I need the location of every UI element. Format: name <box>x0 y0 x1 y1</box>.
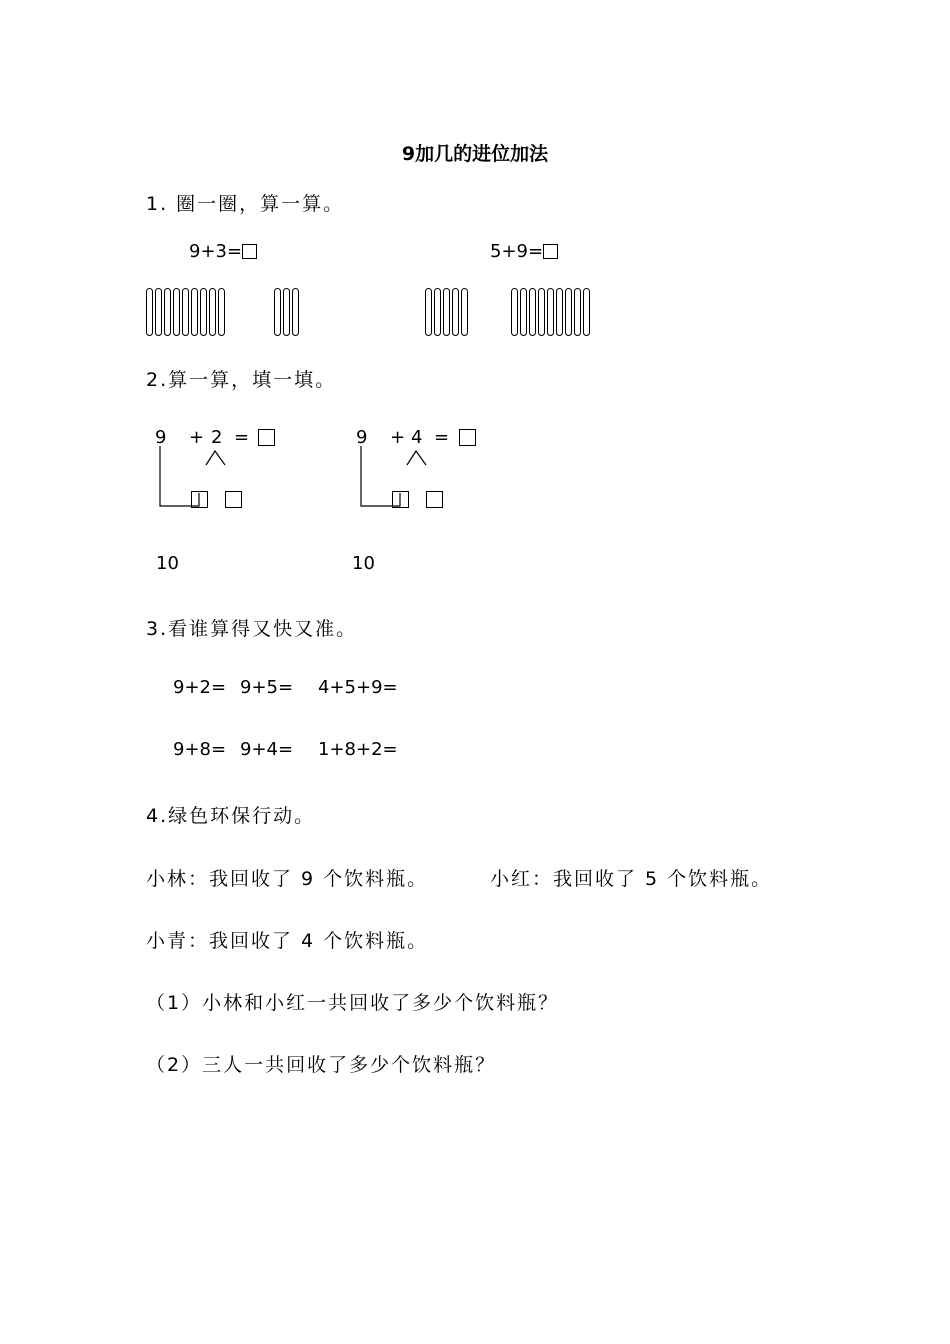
counting-stick <box>529 288 536 336</box>
q1-left-expression <box>189 241 257 262</box>
counting-stick <box>200 288 207 336</box>
q3-expr: 4+5+9= <box>318 677 398 698</box>
counting-stick <box>164 288 171 336</box>
q4-xiaoqing: 小青：我回收了 4 个饮料瓶。 <box>146 930 429 952</box>
counting-stick <box>547 288 554 336</box>
q2-heading: 2.算一算，填一填。 <box>146 369 337 391</box>
counting-stick <box>452 288 459 336</box>
q4-xiaohong: 小红：我回收了 5 个饮料瓶。 <box>490 868 773 890</box>
q2-p2-split-box-1[interactable] <box>392 491 409 508</box>
q4-sub-question-1: （1）小林和小红一共回收了多少个饮料瓶？ <box>146 992 560 1014</box>
answer-box[interactable] <box>543 244 558 259</box>
q1-left-expr-text: 9+3= <box>189 241 243 262</box>
counting-stick <box>191 288 198 336</box>
counting-stick <box>520 288 527 336</box>
q2-p1-addend-b: 2 <box>211 427 223 448</box>
q2-p2-split-box-2[interactable] <box>426 491 443 508</box>
counting-stick <box>583 288 590 336</box>
q2-p2-ten: 10 <box>352 553 375 574</box>
q2-p1-ten: 10 <box>156 553 179 574</box>
q2-p1-answer-box[interactable] <box>258 429 275 446</box>
counting-stick <box>155 288 162 336</box>
q2-p2-equals: = <box>434 427 450 448</box>
counting-stick <box>283 288 290 336</box>
q4-sub-question-2: （2）三人一共回收了多少个饮料瓶？ <box>146 1054 497 1076</box>
q2-p2-split-branch <box>407 451 426 465</box>
q2-p2-addend-b: 4 <box>411 427 423 448</box>
counting-stick <box>443 288 450 336</box>
q2-p1-split-branch <box>206 451 225 465</box>
stick-group-5 <box>425 288 468 338</box>
counting-stick <box>146 288 153 336</box>
counting-stick <box>209 288 216 336</box>
q3-expr: 1+8+2= <box>318 739 398 760</box>
q1-right-expr-text: 5+9= <box>490 241 544 262</box>
counting-stick <box>538 288 545 336</box>
stick-group-9b <box>511 288 590 338</box>
counting-stick <box>574 288 581 336</box>
q2-p1-split-box-2[interactable] <box>225 491 242 508</box>
q3-expr: 9+2= <box>173 677 227 698</box>
q3-heading: 3.看谁算得又快又准。 <box>146 618 358 640</box>
counting-stick <box>565 288 572 336</box>
counting-stick <box>461 288 468 336</box>
stick-group-9 <box>146 288 225 338</box>
q2-p1-equals: = <box>234 427 250 448</box>
page-title: 9加几的进位加法 <box>401 143 549 165</box>
counting-stick <box>173 288 180 336</box>
q3-expr: 9+4= <box>240 739 294 760</box>
counting-stick <box>556 288 563 336</box>
counting-stick <box>292 288 299 336</box>
q2-p2-addend-a: 9 <box>356 427 368 448</box>
q2-p1-plus: + <box>189 427 205 448</box>
q2-p2-answer-box[interactable] <box>459 429 476 446</box>
counting-stick <box>511 288 518 336</box>
counting-stick <box>425 288 432 336</box>
q4-xiaolin: 小林：我回收了 9 个饮料瓶。 <box>146 868 429 890</box>
q3-expr: 9+8= <box>173 739 227 760</box>
counting-stick <box>274 288 281 336</box>
counting-stick <box>182 288 189 336</box>
counting-stick <box>434 288 441 336</box>
stick-group-3 <box>274 288 299 338</box>
q2-p2-plus: + <box>390 427 406 448</box>
q3-expr: 9+5= <box>240 677 294 698</box>
q1-heading: 1. 圈一圈，算一算。 <box>146 193 345 215</box>
q2-p1-split-box-1[interactable] <box>191 491 208 508</box>
q4-heading: 4.绿色环保行动。 <box>146 805 316 827</box>
answer-box[interactable] <box>242 244 257 259</box>
q2-p1-addend-a: 9 <box>155 427 167 448</box>
q1-right-expression <box>490 241 558 262</box>
counting-stick <box>218 288 225 336</box>
